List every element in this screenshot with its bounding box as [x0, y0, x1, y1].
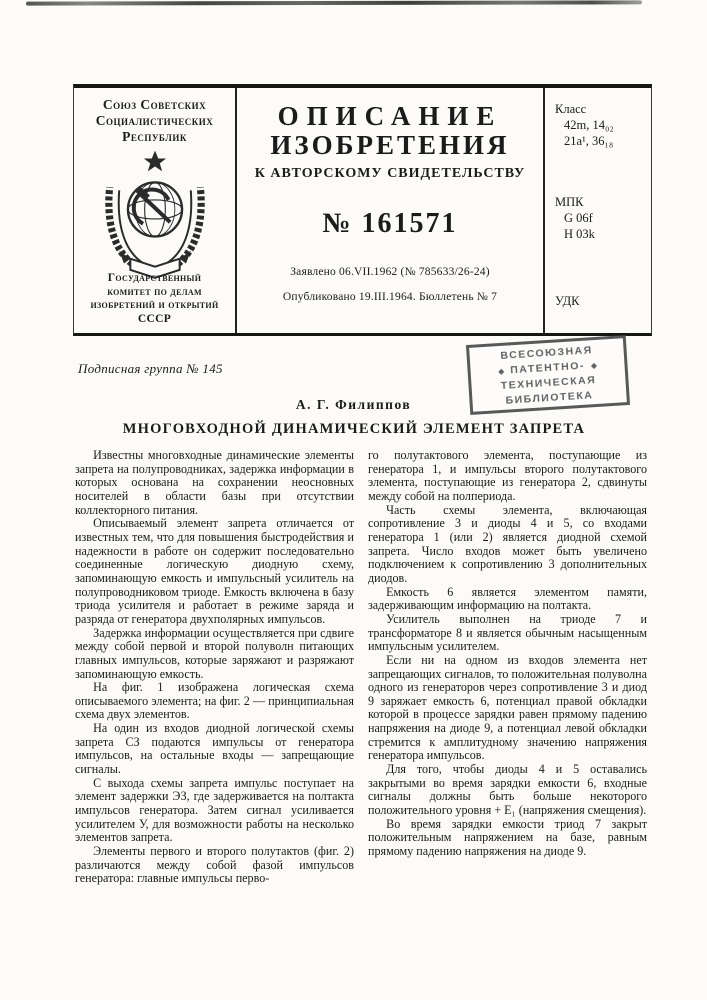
filed-line: Заявлено 06.VII.1962 (№ 785633/26-24): [290, 266, 490, 278]
doc-type-word2: ИЗОБРЕТЕНИЯ: [270, 130, 510, 160]
patent-header-box: [73, 84, 652, 336]
stamp-line3: ТЕХНИЧЕСКАЯ: [500, 373, 597, 392]
committee-line2: комитет по делам: [107, 285, 202, 298]
paragraph: Во время зарядки емкости триод 7 закрыт положительным напряжением на базе, равным прямому падению напряжения на диоде 9.: [368, 816, 647, 859]
paragraph-continuation: го полутактового элемента, поступающие из генератора 1, и импульсы второго полутактового элемента, поступающие из генератора 2, сдвинуты между собой на полпериода.: [368, 448, 647, 503]
paragraph: Известны многовходные динамические элементы запрета на полупроводниках, задержка информации в которых основана на сохранении неосновных носителей в области базы при отсутствии коллекторного питания.: [75, 448, 354, 517]
published-line: Опубликовано 19.III.1964. Бюллетень № 7: [282, 291, 498, 303]
subscription-group: Подписная группа № 145: [78, 361, 223, 376]
class-block: [555, 101, 614, 149]
paragraph: Если ни на одном из входов элемента нет запрещающих сигналов, то положительная полуволна одного из генераторов через сопротивление 3 и диод 9 заряжает емкость 6, потенциал правой обкладки которой в процессе зарядки равен прямому падению напряжения на диоде 9, а потенциал левой обкладки стремится к амплитудному значению напряжения генератора импульсов.: [368, 652, 647, 763]
stamp-line4: БИБЛИОТЕКА: [505, 389, 594, 407]
paragraph: Описываемый элемент запрета отличается от известных тем, что для повышения быстродействия и надежности в работе он содержит последовательно соединенные логическую диодную схему, запоминающую емкость и импульсный усилитель на полупроводниковом триоде. Емкость включена в базу триода усилителя и работает в режиме заряда и разряда от генератора двухполярных импульсов.: [75, 516, 354, 626]
union-name-line1: Союз Советских: [102, 97, 207, 112]
paragraph: Часть схемы элемента, включающая сопротивление 3 и диоды 4 и 5, со входами генератора 1 (или 2) является диодной схемой запрета. Число входов может быть увеличено подключением к сопротивлению 3 дополнительных диодов.: [368, 502, 647, 585]
header-center-column: [237, 88, 545, 333]
ussr-coat-of-arms-icon: [74, 149, 235, 286]
paragraph: На один из входов диодной логической схемы запрета СЗ подаются импульсы от генератора импульсов, на остальные входы — запрещающие сигналы.: [75, 721, 354, 777]
body-column-left: [75, 449, 354, 886]
scan-artifact-line: [26, 0, 642, 5]
stamp-diamond-left-icon: ◆: [497, 366, 505, 377]
paragraph: С выхода схемы запрета импульс поступает на элемент задержки ЭЗ, где задерживается на полтакта импульсов генератора. Затем сигнал усиливается усилителем У, для возможности работы на несколько элементов запрета.: [75, 775, 354, 845]
invention-title: МНОГОВХОДНОЙ ДИНАМИЧЕСКИЙ ЭЛЕМЕНТ ЗАПРЕТА: [122, 421, 586, 437]
header-left-column: [74, 88, 237, 333]
mpk-value-1: G 06f: [564, 211, 593, 225]
paragraph: Задержка информации осуществляется при сдвиге между собой первой и второй полуволн питающих главных импульсов, которые заряжают и разряжают запоминающую емкость.: [75, 625, 354, 681]
patent-number: № 161571: [322, 208, 458, 239]
committee-line1: Государственный: [107, 272, 202, 284]
committee-line4: СССР: [137, 312, 172, 325]
class-value-1: 42m, 14₀₂: [564, 118, 614, 132]
class-value-2: 21a¹, 36₁₈: [564, 134, 614, 148]
paragraph: Емкость 6 является элементом памяти, задерживающим информацию на полтакта.: [368, 584, 647, 613]
union-name-line2: Социалистических: [95, 113, 214, 128]
udk-label: УДК: [555, 294, 580, 308]
doc-type-word1: ОПИСАНИЕ: [277, 101, 503, 131]
union-name-line3: Республик: [122, 129, 187, 144]
paragraph: Элементы первого и второго полутактов (фиг. 2) различаются между собой фазой импульсов генератора: главные импульсы перво-: [75, 844, 354, 886]
paragraph: На фиг. 1 изображена логическая схема описываемого элемента; на фиг. 2 — принципиальная схема двух элементов.: [75, 680, 354, 722]
header-right-column: [545, 88, 651, 333]
stamp-line2: ПАТЕНТНО-: [509, 359, 586, 377]
paragraph: Усилитель выполнен на триоде 7 и трансформаторе 8 и является обычным насыщенным импульсным усилителем.: [368, 611, 647, 654]
doc-subtitle: К АВТОРСКОМУ СВИДЕТЕЛЬСТВУ: [254, 166, 526, 181]
stamp-diamond-right-icon: ◆: [590, 360, 598, 371]
mpk-value-2: H 03k: [564, 227, 595, 241]
stamp-line1: ВСЕСОЮЗНАЯ: [500, 344, 594, 362]
mpk-block: [555, 194, 595, 242]
body-text: [75, 449, 647, 886]
body-column-right: [368, 449, 647, 886]
class-label: Класс: [555, 102, 587, 116]
author-name: А. Г. Филиппов: [295, 397, 412, 412]
committee-name: [74, 272, 235, 326]
union-name: [74, 97, 235, 145]
mpk-label: МПК: [555, 195, 584, 209]
committee-line3: изобретений и открытий: [90, 299, 219, 311]
paragraph: Для того, чтобы диоды 4 и 5 оставались закрытыми во время зарядки емкости 6, входные сигналы должны быть больше некоторого положительного уровня + E₁ (напряжения смещения).: [368, 762, 647, 818]
